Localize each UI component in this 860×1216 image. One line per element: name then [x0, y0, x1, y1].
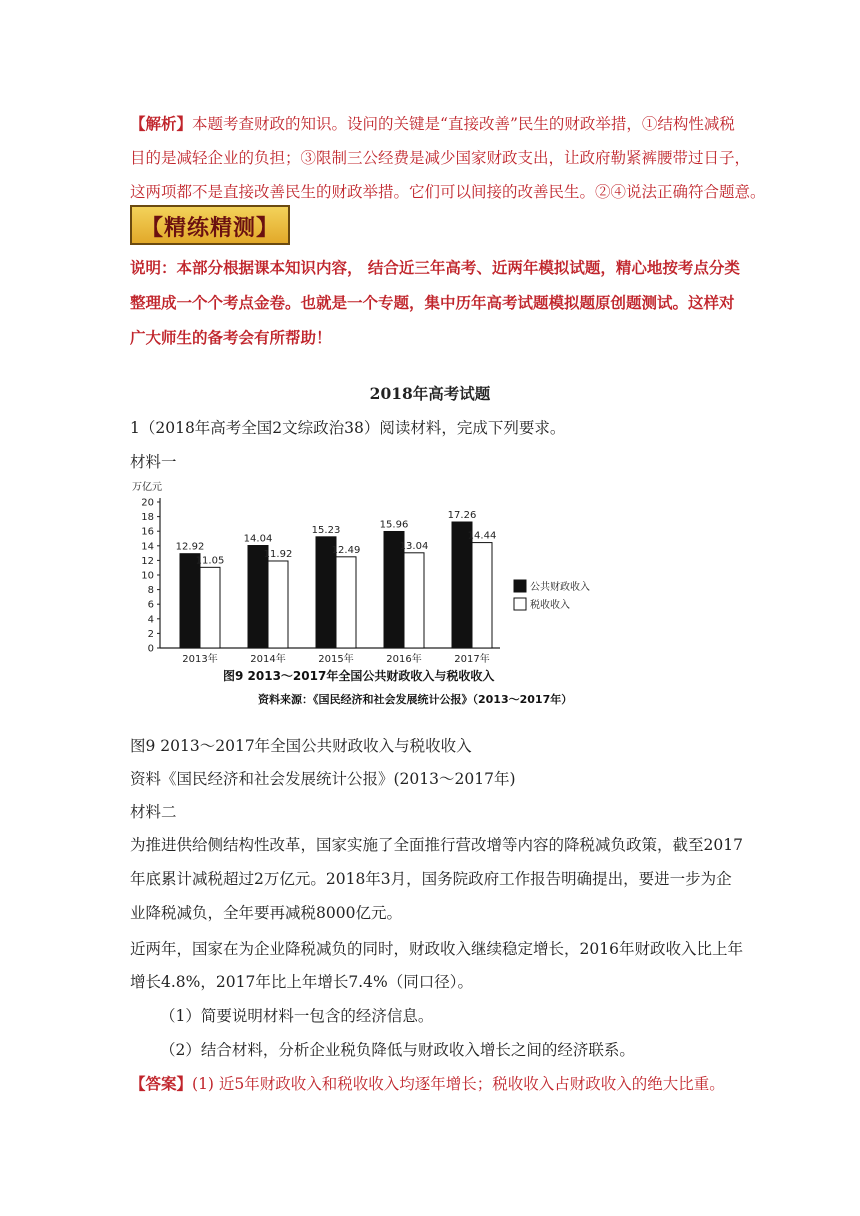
data-label: 14.04: [243, 533, 273, 545]
bar-tax-revenue: [404, 553, 424, 648]
bars: [176, 510, 497, 648]
data-label: 11.05: [195, 555, 225, 567]
x-axis-labels: [182, 652, 489, 665]
legend-label: 税收收入: [530, 600, 570, 611]
legend: [514, 580, 590, 611]
y-tick-label: 18: [141, 512, 154, 524]
material2-label: 材料二: [130, 803, 177, 821]
analysis-tag: 【解析】: [130, 114, 193, 133]
data-label: 12.49: [331, 544, 361, 556]
legend-swatch: [514, 598, 526, 610]
note-line-3: 广大师生的备考会有所帮助！: [130, 328, 332, 347]
sub-question-2: （2）结合材料，分析企业税负降低与财政收入增长之间的经济联系。: [160, 1041, 635, 1059]
note-line-2: 整理成一个个考点金卷。也就是一个专题，集中历年高考试题模拟题原创题测试。这样对: [130, 293, 735, 312]
bar-tax-revenue: [472, 543, 492, 648]
data-label: 12.92: [175, 541, 205, 553]
legend-swatch: [514, 580, 526, 592]
y-tick-label: 14: [141, 541, 154, 553]
y-axis-label: 万亿元: [132, 482, 162, 493]
source-line: 资料《国民经济和社会发展统计公报》(2013～2017年): [130, 770, 516, 788]
bar-tax-revenue: [336, 557, 356, 648]
data-label: 17.26: [447, 510, 477, 522]
answer-tag: 【答案】: [130, 1074, 193, 1093]
material1-label: 材料一: [130, 453, 177, 471]
banner-text: 【精练精测】: [140, 216, 279, 241]
section-banner: [130, 205, 290, 245]
analysis-line-3: 这两项都不是直接改善民生的财政举措。它们可以间接的改善民生。②④说法正确符合题意。: [130, 183, 766, 201]
note-line-1: 说明：本部分根据课本知识内容， 结合近三年高考、近两年模拟试题，精心地按考点分类: [130, 258, 740, 277]
data-label: 11.92: [263, 548, 293, 560]
sub-question-1: （1）简要说明材料一包含的经济信息。: [160, 1007, 434, 1025]
bar-fiscal-revenue: [248, 546, 268, 648]
material2-line-4: 近两年，国家在为企业降税减负的同时，财政收入继续稳定增长，2016年财政收入比上年: [130, 940, 743, 958]
y-tick-label: 16: [141, 526, 154, 538]
material2-line-3: 业降税减负，全年要再减税8000亿元。: [130, 904, 402, 922]
y-tick-label: 4: [147, 614, 154, 626]
x-tick-label: 2016年: [386, 654, 422, 665]
answer-text: (1) 近5年财政收入和税收收入均逐年增长；税收收入占财政收入的绝大比重。: [192, 1075, 725, 1093]
y-tick-label: 0: [147, 643, 154, 655]
chart-source: 资料来源：《国民经济和社会发展统计公报》（2013～2017年）: [258, 693, 573, 706]
x-tick-label: 2013年: [182, 654, 218, 665]
material2-line-1: 为推进供给侧结构性改革，国家实施了全面推行营改增等内容的降税减负政策，截至2017: [130, 836, 743, 854]
x-tick-label: 2015年: [318, 654, 354, 665]
figure-caption: 图9 2013～2017年全国公共财政收入与税收收入: [130, 737, 472, 755]
material2-line-2: 年底累计减税超过2万亿元。2018年3月，国务院政府工作报告明确提出，要进一步为企: [130, 870, 732, 888]
y-tick-label: 10: [141, 570, 154, 582]
data-label: 15.96: [379, 519, 409, 531]
data-label: 15.23: [311, 524, 341, 536]
bar-fiscal-revenue: [180, 554, 200, 648]
bar-chart: [128, 478, 648, 718]
analysis-text-1: 本题考查财政的知识。设问的关键是“直接改善”民生的财政举措，①结构性减税: [192, 115, 735, 133]
analysis-line-2: 目的是减轻企业的负担；③限制三公经费是减少国家财政支出，让政府勒紧裤腰带过日子，: [130, 149, 751, 167]
y-tick-label: 2: [147, 628, 154, 640]
y-tick-label: 6: [147, 599, 154, 611]
answer-line: [130, 1072, 725, 1094]
bar-tax-revenue: [268, 561, 288, 648]
bar-tax-revenue: [200, 567, 220, 648]
x-tick-label: 2014年: [250, 654, 286, 665]
question-intro: 1（2018年高考全国2文综政治38）阅读材料，完成下列要求。: [130, 419, 566, 437]
y-tick-label: 12: [141, 555, 154, 567]
analysis-line-1: [130, 112, 735, 134]
data-label: 14.44: [467, 530, 497, 542]
y-tick-label: 20: [141, 497, 154, 509]
x-tick-label: 2017年: [454, 654, 490, 665]
y-tick-label: 8: [147, 585, 154, 597]
data-label: 13.04: [399, 540, 429, 552]
chart-title: 图9 2013～2017年全国公共财政收入与税收收入: [223, 669, 495, 683]
material2-line-5: 增长4.8%，2017年比上年增长7.4%（同口径）。: [130, 973, 473, 991]
section-title: 2018年高考试题: [369, 384, 491, 403]
legend-label: 公共财政收入: [530, 582, 590, 593]
